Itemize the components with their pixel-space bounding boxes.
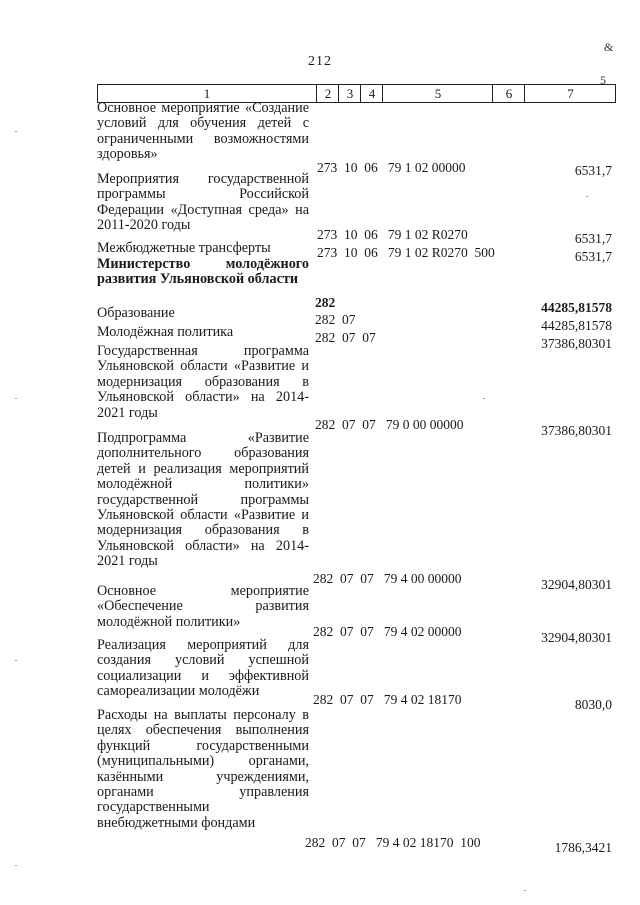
corner-mark-top: & bbox=[604, 40, 614, 54]
row-value: 37386,80301 bbox=[541, 423, 612, 438]
scan-speck bbox=[15, 131, 17, 132]
scan-speck bbox=[483, 398, 485, 399]
row-value: 44285,81578 bbox=[541, 300, 612, 315]
row-name: Молодёжная политика bbox=[97, 324, 234, 340]
scan-speck bbox=[524, 890, 526, 891]
row-codes: 282 07 07 79 4 02 18170 bbox=[313, 692, 462, 707]
row-value: 32904,80301 bbox=[541, 577, 612, 592]
scan-speck bbox=[15, 398, 17, 399]
row-value: 6531,7 bbox=[574, 163, 612, 178]
row-name: Мероприятия государственной программы Российской Федерации «Доступная среда» на 2011-2020 годы bbox=[97, 171, 309, 234]
row-codes: 282 bbox=[315, 295, 336, 310]
header-col-1: 1 bbox=[203, 86, 211, 101]
row-codes: 282 07 07 79 4 02 00000 bbox=[313, 624, 462, 639]
header-col-6: 6 bbox=[492, 85, 525, 102]
scan-speck bbox=[586, 196, 588, 197]
row-value: 32904,80301 bbox=[541, 630, 612, 645]
row-name: Основное мероприятие «Обеспечение развития молодёжной политики» bbox=[97, 583, 309, 630]
header-col-4: 4 bbox=[360, 85, 383, 102]
row-codes: 282 07 bbox=[315, 312, 356, 327]
row-name: Межбюджетные трансферты bbox=[97, 240, 271, 256]
row-name: Министерство молодёжного развития Ульяновской области bbox=[97, 256, 309, 288]
header-col-7: 7 bbox=[524, 85, 616, 102]
header-col-3: 3 bbox=[338, 85, 361, 102]
row-codes: 273 10 06 79 1 02 R0270 500 bbox=[317, 245, 495, 260]
row-name: Расходы на выплаты персоналу в целях обеспечения выполнения функций государственными (муниципальными) органами, казёнными учреждениями, органами управления государственными внебюджетными фондами bbox=[97, 707, 309, 831]
row-value: 1786,3421 bbox=[554, 840, 612, 855]
corner-mark-header: 5 bbox=[600, 73, 606, 87]
row-value: 37386,80301 bbox=[541, 336, 612, 351]
row-value: 44285,81578 bbox=[541, 318, 612, 333]
row-name: Подпрограмма «Развитие дополнительного образования детей и реализация мероприятий молодёжной политики» государственной программы Ульяновской области «Развитие и модернизация образования в Ульяновской области» на 2014-2021 годы bbox=[97, 430, 309, 570]
row-name: Основное мероприятие «Создание условий для обучения детей с ограниченными возможностями здоровья» bbox=[97, 100, 309, 163]
scan-speck bbox=[15, 660, 17, 661]
row-name: Образование bbox=[97, 305, 175, 321]
header-col-5: 5 bbox=[382, 85, 493, 102]
row-codes: 282 07 07 79 4 00 00000 bbox=[313, 571, 462, 586]
row-codes: 282 07 07 bbox=[315, 330, 376, 345]
row-codes: 273 10 06 79 1 02 R0270 bbox=[317, 227, 468, 242]
header-col-2: 2 bbox=[316, 85, 339, 102]
page-number: 212 bbox=[308, 54, 332, 69]
row-name: Реализация мероприятий для создания условий успешной социализации и эффективной самореализации молодёжи bbox=[97, 637, 309, 700]
row-codes: 282 07 07 79 4 02 18170 100 bbox=[305, 835, 481, 850]
row-value: 8030,0 bbox=[574, 697, 612, 712]
scan-speck bbox=[15, 865, 17, 866]
row-codes: 282 07 07 79 0 00 00000 bbox=[315, 417, 464, 432]
row-value: 6531,7 bbox=[574, 249, 612, 264]
row-value: 6531,7 bbox=[574, 231, 612, 246]
row-codes: 273 10 06 79 1 02 00000 bbox=[317, 160, 466, 175]
row-name: Государственная программа Ульяновской области «Развитие и модернизация образования в Ульяновской области» на 2014-2021 годы bbox=[97, 343, 309, 421]
